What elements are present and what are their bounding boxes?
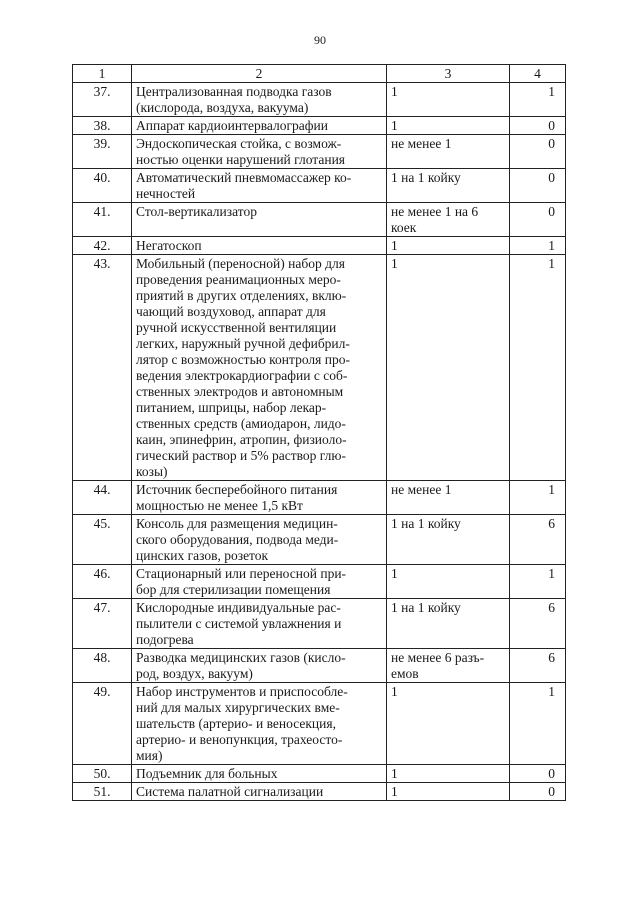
table-row (73, 117, 566, 135)
required-quantity: 1 (387, 565, 510, 599)
actual-quantity: 0 (510, 169, 566, 203)
table-row (73, 135, 566, 169)
required-quantity: не менее 1 (387, 481, 510, 515)
actual-quantity: 1 (510, 237, 566, 255)
equipment-name: Аппарат кардиоинтервалографии (132, 117, 387, 135)
table-row (73, 765, 566, 783)
actual-quantity: 6 (510, 649, 566, 683)
row-number: 50. (73, 765, 132, 783)
row-number: 41. (73, 203, 132, 237)
row-number: 51. (73, 783, 132, 801)
row-number: 48. (73, 649, 132, 683)
table-row (73, 515, 566, 565)
table-row (73, 237, 566, 255)
table-row (73, 481, 566, 515)
header-col-3: 3 (387, 65, 510, 83)
table-row (73, 169, 566, 203)
required-quantity: не менее 1 на 6 коек (387, 203, 510, 237)
actual-quantity: 6 (510, 515, 566, 565)
equipment-table (72, 64, 566, 801)
required-quantity: не менее 1 (387, 135, 510, 169)
equipment-name: Кислородные индивидуальные рас- пылители с системой увлажнения и подогрева (132, 599, 387, 649)
table-row (73, 255, 566, 481)
equipment-name: Система палатной сигнализации (132, 783, 387, 801)
equipment-name: Подъемник для больных (132, 765, 387, 783)
row-number: 44. (73, 481, 132, 515)
row-number: 46. (73, 565, 132, 599)
equipment-name: Эндоскопическая стойка, с возмож- ностью оценки нарушений глотания (132, 135, 387, 169)
equipment-name: Автоматический пневмомассажер ко- нечностей (132, 169, 387, 203)
table-header-row (73, 65, 566, 83)
required-quantity: 1 (387, 237, 510, 255)
row-number: 47. (73, 599, 132, 649)
required-quantity: 1 (387, 83, 510, 117)
equipment-name: Источник бесперебойного питания мощностью не менее 1,5 кВт (132, 481, 387, 515)
actual-quantity: 0 (510, 203, 566, 237)
table-row (73, 599, 566, 649)
header-col-4: 4 (510, 65, 566, 83)
equipment-name: Мобильный (переносной) набор для проведения реанимационных меро- приятий в других отделениях, вклю- чающий воздуховод, аппарат для ручной искусственной вентиляции легких, наружный ручной дефибрил- лятор с возможностью контроля про- ведения электрокардиографии с соб- ственных электродов и автономным питанием, шприцы, набор лекар- ственных средств (амиодарон, лидо- каин, эпинефрин, атропин, физиоло- гический раствор и 5% раствор глю- козы) (132, 255, 387, 481)
table-row (73, 203, 566, 237)
table-row (73, 83, 566, 117)
equipment-name: Разводка медицинских газов (кисло- род, воздух, вакуум) (132, 649, 387, 683)
row-number: 45. (73, 515, 132, 565)
equipment-name: Набор инструментов и приспособле- ний для малых хирургических вме- шательств (артерио- и веносекция, артерио- и венопункция, трахеосто- мия) (132, 683, 387, 765)
table-row (73, 783, 566, 801)
header-col-2: 2 (132, 65, 387, 83)
row-number: 38. (73, 117, 132, 135)
required-quantity: 1 (387, 783, 510, 801)
table-row (73, 649, 566, 683)
row-number: 42. (73, 237, 132, 255)
row-number: 49. (73, 683, 132, 765)
required-quantity: 1 (387, 765, 510, 783)
row-number: 37. (73, 83, 132, 117)
table-row (73, 683, 566, 765)
required-quantity: 1 на 1 койку (387, 515, 510, 565)
required-quantity: 1 (387, 683, 510, 765)
required-quantity: 1 (387, 117, 510, 135)
required-quantity: 1 на 1 койку (387, 599, 510, 649)
actual-quantity: 1 (510, 683, 566, 765)
actual-quantity: 0 (510, 117, 566, 135)
table-row (73, 565, 566, 599)
actual-quantity: 0 (510, 765, 566, 783)
actual-quantity: 0 (510, 783, 566, 801)
equipment-name: Стол-вертикализатор (132, 203, 387, 237)
equipment-name: Централизованная подводка газов (кислорода, воздуха, вакуума) (132, 83, 387, 117)
actual-quantity: 1 (510, 565, 566, 599)
page-number: 90 (314, 33, 326, 47)
required-quantity: 1 (387, 255, 510, 481)
actual-quantity: 0 (510, 135, 566, 169)
row-number: 43. (73, 255, 132, 481)
equipment-name: Стационарный или переносной при- бор для стерилизации помещения (132, 565, 387, 599)
actual-quantity: 1 (510, 481, 566, 515)
header-col-1: 1 (73, 65, 132, 83)
actual-quantity: 6 (510, 599, 566, 649)
required-quantity: не менее 6 разъ- емов (387, 649, 510, 683)
row-number: 40. (73, 169, 132, 203)
actual-quantity: 1 (510, 255, 566, 481)
actual-quantity: 1 (510, 83, 566, 117)
required-quantity: 1 на 1 койку (387, 169, 510, 203)
equipment-name: Негатоскоп (132, 237, 387, 255)
equipment-name: Консоль для размещения медицин- ского оборудования, подвода меди- цинских газов, розеток (132, 515, 387, 565)
row-number: 39. (73, 135, 132, 169)
